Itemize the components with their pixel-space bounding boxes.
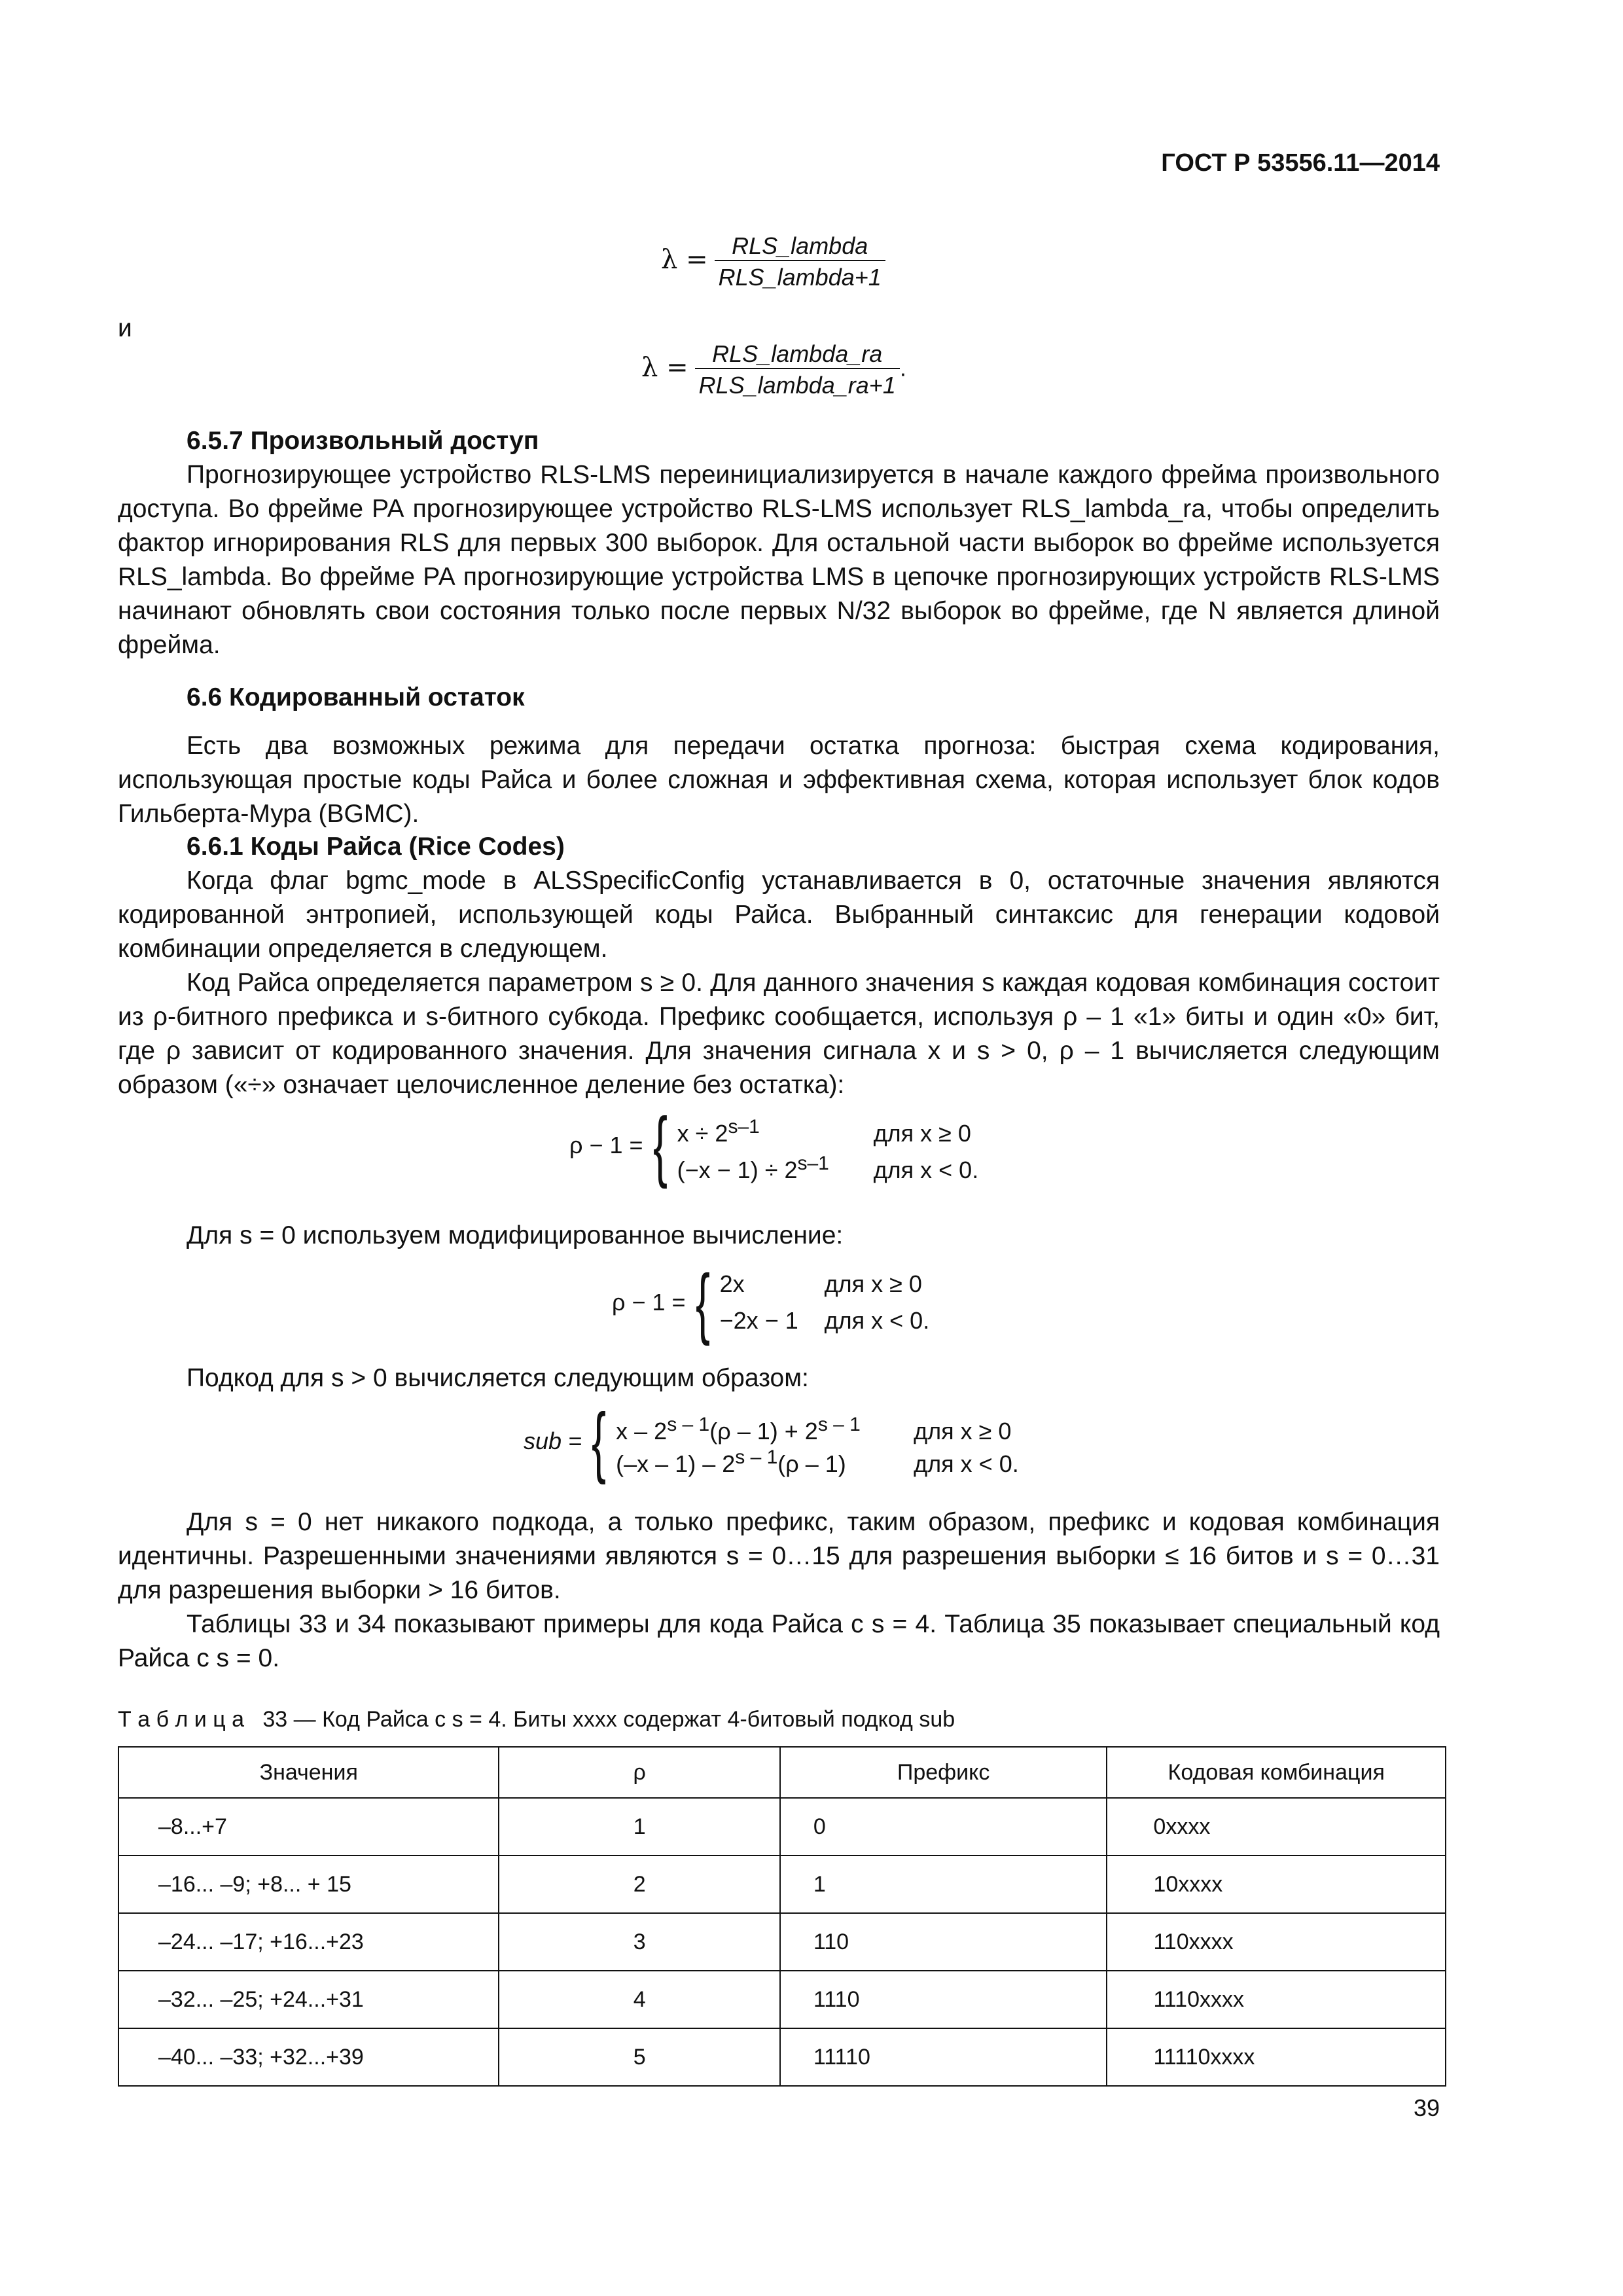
table-row xyxy=(118,1971,1446,2028)
table-cell: 110хххх xyxy=(1107,1913,1446,1971)
brace-icon: { xyxy=(592,1397,607,1485)
cases xyxy=(616,1408,1019,1477)
case-expr: (−x − 1) ÷ 2 xyxy=(677,1157,798,1183)
case-expr: 2x xyxy=(719,1270,745,1297)
numerator: RLS_lambda xyxy=(732,232,868,259)
brace-icon: { xyxy=(652,1102,668,1189)
document-id: ГОСТ Р 53556.11—2014 xyxy=(1161,149,1440,177)
case-expr: x ÷ 2 xyxy=(677,1120,728,1147)
paragraph: Есть два возможных режима для передачи остатка прогноза: быстрая схема кодирования, использующая простые коды Райса и более сложная и эффективная схема, которая использует блок кодов Гильберта-Мура (BGMC). xyxy=(118,732,1440,828)
formula-tail: . xyxy=(899,354,906,382)
case-expr: x – 2 xyxy=(616,1418,668,1444)
table-33 xyxy=(118,1746,1446,2087)
table-row xyxy=(118,1798,1446,1856)
table-cell: 110 xyxy=(780,1913,1107,1971)
denominator: RLS_lambda_ra+1 xyxy=(695,368,900,399)
table-cell: –40... –33; +32...+39 xyxy=(118,2028,499,2086)
formula-lhs: λ = xyxy=(661,244,708,275)
case-condition: для x < 0. xyxy=(824,1307,930,1334)
paragraph: Прогнозирующее устройство RLS-LMS переинициализируется в начале каждого фрейма произвольного доступа. Во фрейме РА прогнозирующее устройство RLS-LMS использует RLS_lambda_ra, чтобы определить фактор игнорирования RLS для первых 300 выборок. Для остальной части выборок во фрейме используется RLS_lambda. Во фрейме РА прогнозирующие устройства LMS в цепочке прогнозирующих устройств RLS-LMS начинают обновлять свои состояния только после первых N/32 выборок во фрейме, где N является длиной фрейма. xyxy=(118,461,1440,659)
section-heading: 6.6.1 Коды Райса (Rice Codes) xyxy=(187,833,565,861)
case-condition: для x ≥ 0 xyxy=(824,1270,922,1297)
column-header: ρ xyxy=(499,1747,779,1798)
fraction xyxy=(695,340,900,399)
conjunction: и xyxy=(118,314,132,342)
denominator: RLS_lambda+1 xyxy=(715,260,885,291)
case-condition: для x ≥ 0 xyxy=(914,1418,1012,1444)
cases xyxy=(677,1109,979,1182)
table-cell: 3 xyxy=(499,1913,779,1971)
case-expr: (ρ – 1) xyxy=(777,1450,846,1477)
paragraph: Для s = 0 используем модифицированное вычисление: xyxy=(187,1221,844,1249)
table-cell: 1 xyxy=(499,1798,779,1856)
case-expr: (–x – 1) – 2 xyxy=(616,1450,736,1477)
table-caption xyxy=(118,1707,955,1732)
table-row xyxy=(118,2028,1446,2086)
formula-lhs: λ = xyxy=(641,352,688,383)
exponent: s–1 xyxy=(797,1153,829,1174)
table-cell: –8...+7 xyxy=(118,1798,499,1856)
numerator: RLS_lambda_ra xyxy=(712,340,883,367)
table-cell: 10хххх xyxy=(1107,1856,1446,1913)
table-cell: 5 xyxy=(499,2028,779,2086)
table-cell: 0хххх xyxy=(1107,1798,1446,1856)
formula-sub xyxy=(524,1397,1019,1485)
case-condition: для x < 0. xyxy=(914,1450,1019,1477)
column-header: Префикс xyxy=(780,1747,1107,1798)
table-cell: 0 xyxy=(780,1798,1107,1856)
case-expr: −2x − 1 xyxy=(719,1307,798,1334)
section-6-5-7 xyxy=(118,424,1440,662)
table-cell: 1110 xyxy=(780,1971,1107,2028)
table-cell: –32... –25; +24...+31 xyxy=(118,1971,499,2028)
table-cell: –24... –17; +16...+23 xyxy=(118,1913,499,1971)
case-expr: (ρ – 1) + 2 xyxy=(709,1418,818,1444)
table-cell: 1 xyxy=(780,1856,1107,1913)
paragraph: Подкод для s > 0 вычисляется следующим образом: xyxy=(187,1364,809,1392)
formula-lambda-2 xyxy=(641,340,906,399)
section-heading: 6.6 Кодированный остаток xyxy=(187,683,525,711)
formula-lambda-1 xyxy=(661,232,885,291)
table-cell: 2 xyxy=(499,1856,779,1913)
paragraph-subcode xyxy=(118,1361,1440,1395)
table-cell: 11110хххх xyxy=(1107,2028,1446,2086)
table-cell: 1110хххх xyxy=(1107,1971,1446,2028)
table-row xyxy=(118,1913,1446,1971)
section-6-6 xyxy=(118,681,1440,831)
table-row xyxy=(118,1856,1446,1913)
page-number: 39 xyxy=(1413,2094,1440,2121)
paragraph: Код Райса определяется параметром s ≥ 0. Для данного значения s каждая кодовая комбинация состоит из ρ-битного префикса и s-битного субкода. Префикс сообщается, используя ρ – 1 «1» биты и один «0» бит, где ρ зависит от кодированного значения. Для значения сигнала x и s > 0, ρ – 1 вычисляется следующим образом («÷» означает целочисленное деление без остатка): xyxy=(118,969,1440,1099)
paragraph-s-zero xyxy=(118,1219,1440,1253)
exponent: s – 1 xyxy=(735,1446,778,1468)
brace-icon: { xyxy=(695,1259,710,1346)
exponent: s – 1 xyxy=(667,1414,710,1435)
formula-rho-s-positive xyxy=(569,1102,979,1189)
caption-text: 33 — Код Райса с s = 4. Биты хххх содержат 4-битовый подкод sub xyxy=(262,1707,955,1732)
caption-prefix: Т а б л и ц а xyxy=(118,1707,245,1732)
column-header: Значения xyxy=(118,1747,499,1798)
formula-lhs: ρ − 1 = xyxy=(612,1289,686,1316)
exponent: s – 1 xyxy=(817,1414,861,1435)
paragraph-block-final xyxy=(118,1505,1440,1676)
table-cell: 11110 xyxy=(780,2028,1107,2086)
case-condition: для x ≥ 0 xyxy=(873,1120,971,1147)
section-6-6-1 xyxy=(118,830,1440,1102)
table-cell: –16... –9; +8... + 15 xyxy=(118,1856,499,1913)
formula-lhs: ρ − 1 = xyxy=(569,1132,643,1158)
fraction xyxy=(715,232,885,291)
paragraph: Для s = 0 нет никакого подкода, а только префикс, таким образом, префикс и кодовая комбинация идентичны. Разрешенными значениями являются s = 0…15 для разрешения выборки ≤ 16 битов и s = 0…31 для разрешения выборки > 16 битов. xyxy=(118,1508,1440,1604)
cases xyxy=(720,1266,930,1339)
section-heading: 6.5.7 Произвольный доступ xyxy=(187,427,539,455)
formula-rho-s-zero xyxy=(612,1259,930,1346)
exponent: s–1 xyxy=(728,1116,760,1138)
table-cell: 4 xyxy=(499,1971,779,2028)
case-condition: для x < 0. xyxy=(873,1157,979,1183)
paragraph: Когда флаг bgmc_mode в ALSSpecificConfig устанавливается в 0, остаточные значения являются кодированной энтропией, использующей коды Райса. Выбранный синтаксис для генерации кодовой комбинации определяется в следующем. xyxy=(118,867,1440,963)
formula-lhs: sub = xyxy=(524,1427,582,1454)
table-header-row xyxy=(118,1747,1446,1798)
paragraph: Таблицы 33 и 34 показывают примеры для кода Райса с s = 4. Таблица 35 показывает специальный код Райса с s = 0. xyxy=(118,1610,1440,1672)
column-header: Кодовая комбинация xyxy=(1107,1747,1446,1798)
